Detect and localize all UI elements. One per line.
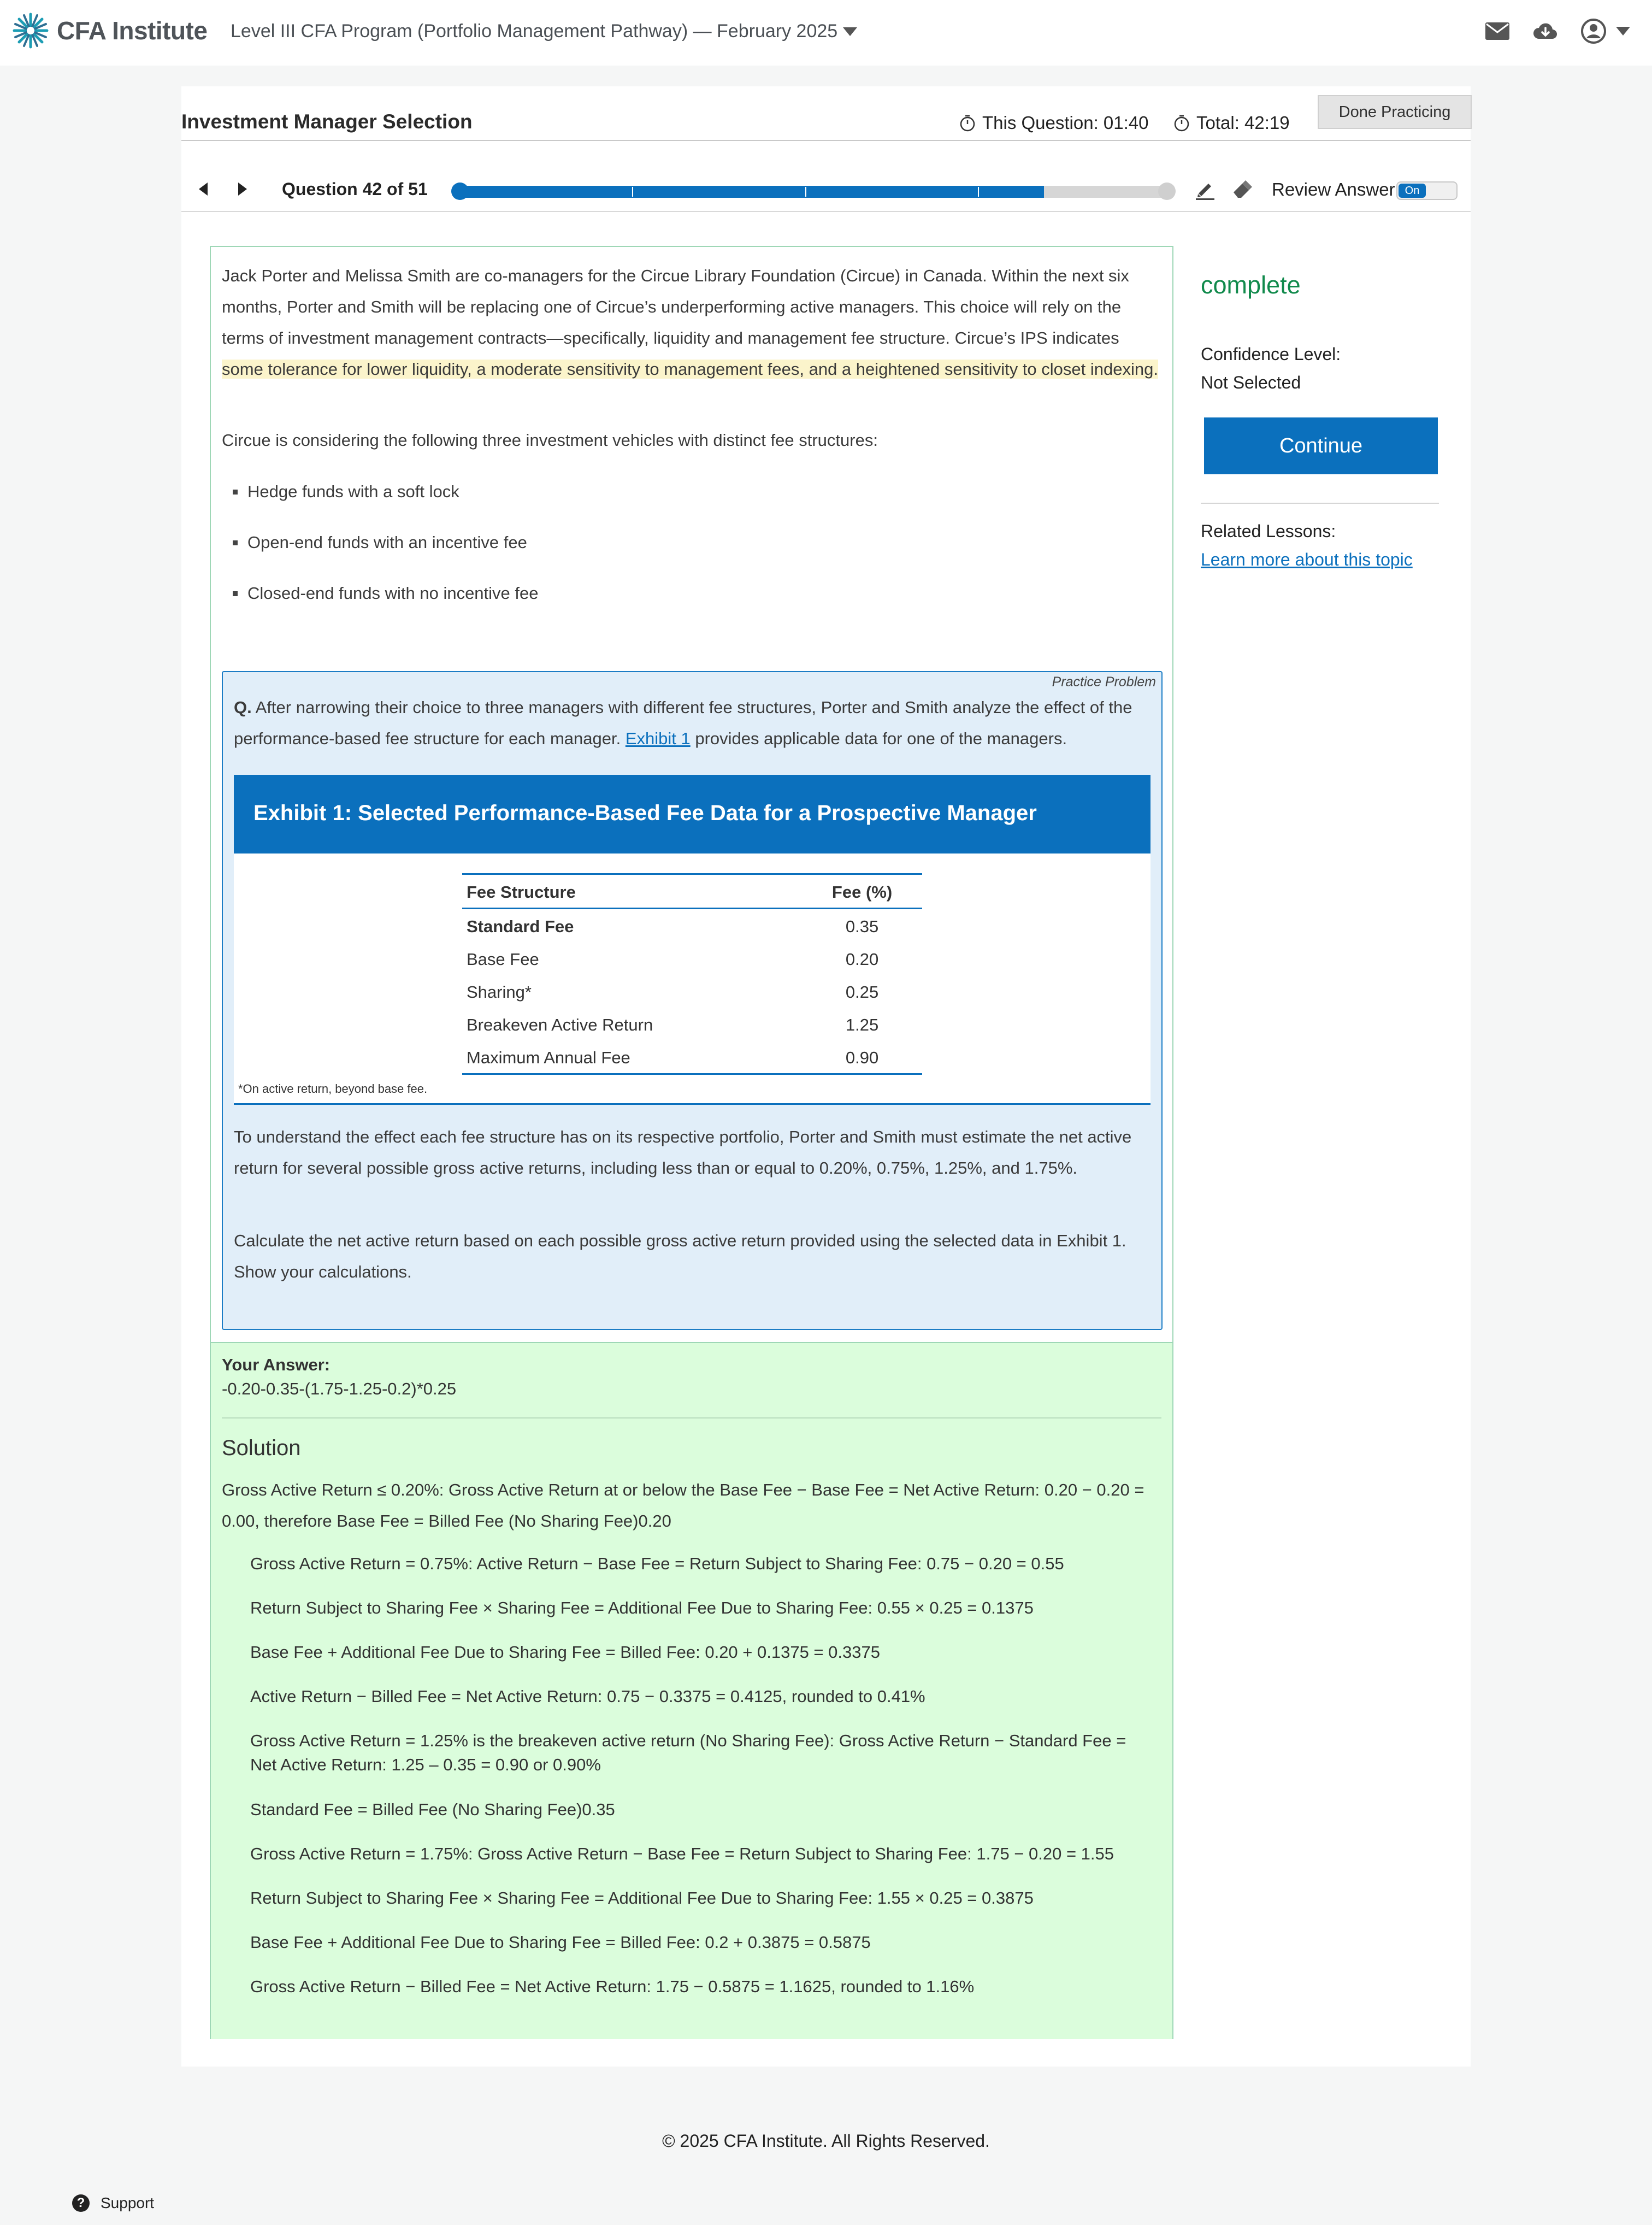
solution-line: Gross Active Return = 0.75%: Active Return − Base Fee = Return Subject to Sharing Fee: 0.75 − 0.20 = 0.55 (250, 1554, 1064, 1573)
bullet-icon (233, 540, 238, 545)
divider (1201, 503, 1439, 504)
table-row (462, 909, 922, 943)
support-label: Support (101, 2194, 155, 2211)
list-item (233, 482, 459, 502)
table-cell: 0.20 (845, 950, 879, 969)
cloud-download-icon[interactable] (1531, 16, 1560, 46)
progress-fill (455, 186, 1044, 198)
practice-problem-tag: Practice Problem (1052, 674, 1156, 690)
progress-end-marker (1158, 183, 1176, 200)
help-icon: ? (72, 2194, 90, 2212)
fee-table (462, 873, 922, 1075)
progress-tick (805, 187, 806, 197)
table-row (462, 975, 922, 1008)
stopwatch-icon (1172, 114, 1191, 132)
column-header: Fee (%) (802, 874, 922, 909)
stem-text: Jack Porter and Melissa Smith are co-managers for the Circue Library Foundation (Circue) in Canada. Within the next six months, Porter and Smith will be replacing one of Circue’s underperforming active managers. This choice will rely on the terms of investment management contracts—specifically, liquidity and management fee structure. Circue’s IPS indicates (222, 266, 1129, 348)
mail-icon[interactable] (1483, 16, 1512, 46)
page-title: Investment Manager Selection (181, 110, 473, 133)
practice-problem (222, 671, 1163, 1330)
divider (222, 1417, 1161, 1418)
question-text-part: provides applicable data for one of the managers. (690, 729, 1067, 748)
chevron-down-icon (843, 27, 857, 36)
exhibit-body (234, 853, 1150, 1105)
solution-intro: Gross Active Return ≤ 0.20%: Gross Active Return at or below the Base Fee − Base Fee = Net Active Return: 0.20 − 0.20 = 0.00, therefore Base Fee = Billed Fee (No Sharing Fee)0.20 (222, 1480, 1144, 1531)
total-timer (1172, 113, 1290, 133)
practice-question-text (234, 692, 1152, 754)
next-question-icon[interactable] (238, 183, 247, 196)
table-row (462, 942, 922, 975)
review-answer-toggle[interactable] (1396, 181, 1458, 200)
related-lessons-link[interactable]: Learn more about this topic (1201, 550, 1413, 569)
answer-section (211, 1342, 1172, 2039)
table-cell: Base Fee (467, 950, 539, 969)
confidence-value: Not Selected (1201, 373, 1301, 392)
eraser-icon[interactable] (1230, 177, 1256, 203)
your-answer-text: -0.20-0.35-(1.75-1.25-0.2)*0.25 (222, 1379, 457, 1398)
cfa-logo-icon (11, 11, 50, 50)
related-lessons-label: Related Lessons: (1201, 521, 1336, 541)
highlighter-icon[interactable] (1193, 177, 1219, 203)
solution-line: Return Subject to Sharing Fee × Sharing Fee = Additional Fee Due to Sharing Fee: 1.55 × 0.25 = 0.3875 (250, 1888, 1034, 1908)
question-counter: Question 42 of 51 (282, 179, 428, 199)
done-practicing-button[interactable]: Done Practicing (1318, 95, 1472, 129)
exhibit-header (234, 775, 1150, 853)
table-cell: 0.90 (802, 1040, 922, 1074)
account-chevron-down-icon[interactable] (1616, 27, 1630, 36)
list-item (233, 584, 539, 603)
table-cell: Sharing* (467, 982, 532, 1002)
column-header: Fee Structure (462, 874, 802, 909)
exhibit-link[interactable]: Exhibit 1 (625, 729, 691, 748)
exhibit-title: Exhibit 1: Selected Performance-Based Fee Data for a Prospective Manager (253, 801, 1037, 825)
solution-line: Return Subject to Sharing Fee × Sharing Fee = Additional Fee Due to Sharing Fee: 0.55 × 0.25 = 0.1375 (250, 1598, 1034, 1617)
solution-title: Solution (222, 1436, 301, 1460)
list-item-text: Hedge funds with a soft lock (247, 482, 459, 501)
question-stem (222, 260, 1159, 385)
practice-paragraph: Calculate the net active return based on each possible gross active return provided using the selected data in Exhibit 1. Show your calculations. (234, 1231, 1126, 1281)
practice-paragraph: To understand the effect each fee structure has on its respective portfolio, Porter and Smith must estimate the net active return for several possible gross active returns, including less than or equal to 0.20%, 0.75%, 1.25%, and 1.75%. (234, 1127, 1132, 1178)
stopwatch-icon (958, 114, 977, 132)
solution-line: Gross Active Return = 1.75%: Gross Active Return − Base Fee = Return Subject to Sharing Fee: 1.75 − 0.20 = 1.55 (250, 1844, 1114, 1863)
title-row (181, 86, 1471, 141)
solution-line: Base Fee + Additional Fee Due to Sharing Fee = Billed Fee: 0.20 + 0.1375 = 0.3375 (250, 1643, 880, 1662)
question-text-part: After narrowing their choice to three managers with different fee structures, Porter and Smith analyze the effect of the performance-based fee structure for each manager. (234, 698, 1132, 748)
table-footnote: *On active return, beyond base fee. (238, 1082, 428, 1096)
previous-question-icon[interactable] (199, 183, 208, 196)
table-cell: Maximum Annual Fee (462, 1040, 802, 1074)
vehicles-intro: Circue is considering the following three investment vehicles with distinct fee structures: (222, 431, 878, 450)
copyright: © 2025 CFA Institute. All Rights Reserved. (662, 2131, 990, 2151)
table-cell: 0.35 (845, 917, 879, 936)
solution-line: Gross Active Return = 1.25% is the breakeven active return (No Sharing Fee): Gross Active Return − Standard Fee = Net Active Return: 1.25 – 0.35 = 0.90 or 0.90% (250, 1731, 1126, 1774)
this-question-time: This Question: 01:40 (982, 113, 1149, 133)
table-cell: 0.25 (845, 982, 879, 1002)
question-timer (958, 113, 1149, 133)
user-account-icon[interactable] (1579, 16, 1608, 46)
program-title: Level III CFA Program (Portfolio Management Pathway) — February 2025 (231, 21, 838, 42)
progress-tick (978, 187, 979, 197)
stem-highlighted-text: some tolerance for lower liquidity, a moderate sensitivity to management fees, and a heightened sensitivity to closet indexing. (222, 360, 1158, 379)
table-row (462, 1040, 922, 1074)
list-item (233, 533, 527, 552)
question-panel (210, 246, 1173, 2039)
table-cell: Standard Fee (467, 917, 574, 936)
confidence-label: Confidence Level: (1201, 344, 1341, 364)
table-cell: Breakeven Active Return (467, 1015, 653, 1034)
bullet-icon (233, 490, 238, 495)
logo-text: CFA Institute (57, 16, 208, 45)
progress-tick (632, 187, 633, 197)
question-label: Q. (234, 698, 252, 717)
support-link[interactable] (72, 2194, 154, 2212)
solution-line: Standard Fee = Billed Fee (No Sharing Fee)0.35 (250, 1800, 615, 1819)
your-answer-label: Your Answer: (222, 1355, 331, 1374)
solution-line: Gross Active Return − Billed Fee = Net Active Return: 1.75 − 0.5875 = 1.1625, rounded to 1.16% (250, 1977, 975, 1996)
completion-status: complete (1201, 271, 1301, 299)
list-item-text: Open-end funds with an incentive fee (247, 533, 527, 552)
question-card (181, 86, 1471, 2067)
toggle-on-label: On (1399, 184, 1426, 198)
program-selector[interactable] (231, 21, 857, 42)
table-row (462, 1008, 922, 1040)
top-header (0, 0, 1652, 66)
cfa-logo[interactable] (11, 9, 207, 52)
solution-line: Active Return − Billed Fee = Net Active Return: 0.75 − 0.3375 = 0.4125, rounded to 0.41% (250, 1687, 925, 1706)
solution-line: Base Fee + Additional Fee Due to Sharing Fee = Billed Fee: 0.2 + 0.3875 = 0.5875 (250, 1933, 871, 1952)
total-time: Total: 42:19 (1196, 113, 1290, 133)
progress-start-marker (451, 183, 469, 200)
bullet-icon (233, 591, 238, 596)
table-cell: 1.25 (845, 1015, 879, 1034)
progress-bar[interactable] (455, 186, 1170, 198)
review-answer-label: Review Answer (1272, 179, 1395, 199)
list-item-text: Closed-end funds with no incentive fee (247, 584, 539, 603)
question-nav-bar (181, 167, 1471, 212)
continue-button[interactable]: Continue (1204, 417, 1438, 474)
table-header-row (462, 874, 922, 909)
